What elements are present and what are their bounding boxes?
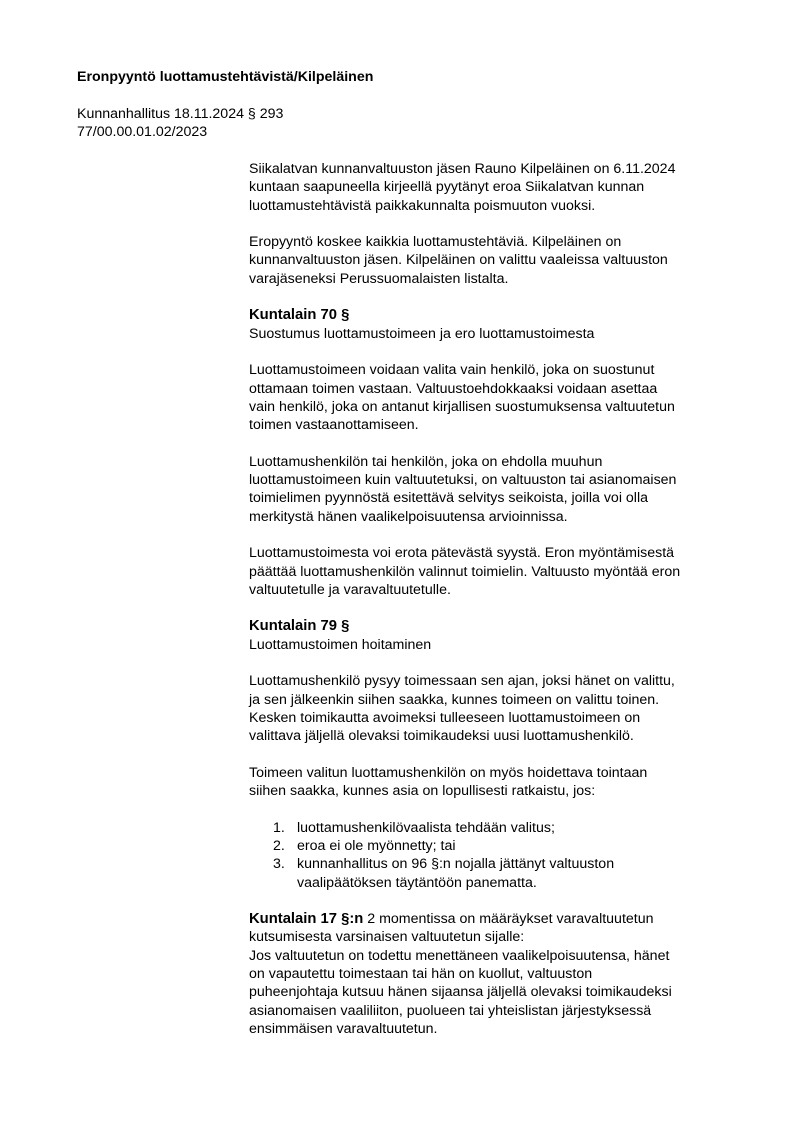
list-number: 1.: [273, 819, 285, 836]
text-line: Luottamushenkilö pysyy toimessaan sen ajan, joksi hänet on valittu,: [249, 673, 675, 690]
text-line: merkitystä hänen vaalikelpoisuutensa arvioinnissa.: [249, 508, 568, 525]
document-meta: [77, 105, 283, 141]
text-line: on vapautettu toimestaan tai hän on kuollut, valtuuston: [249, 966, 593, 983]
text-line: kunnanvaltuuston jäsen. Kilpeläinen on valittu vaaleissa valtuuston: [249, 252, 668, 269]
list-number: 3.: [273, 856, 285, 873]
text-line: kuntaan saapuneella kirjeellä pyytänyt eroa Siikalatvan kunnan: [249, 179, 645, 196]
text-line: vain henkilö, joka on antanut kirjallisen suostumuksensa valtuutetun: [249, 398, 675, 415]
conditions-list: [249, 819, 749, 892]
text-line: [249, 910, 749, 928]
section-17-paragraph: [249, 910, 749, 1038]
text-line: Siikalatvan kunnanvaltuuston jäsen Rauno Kilpeläinen on 6.11.2024: [249, 161, 676, 177]
text-line: luottamustehtävistä paikkakunnalta poismuuton vuoksi.: [249, 197, 596, 214]
document-title: Eronpyyntö luottamustehtävistä/Kilpeläinen: [77, 69, 374, 85]
text-line: päättää luottamushenkilön valinnut toimielin. Valtuusto myöntää eron: [249, 563, 681, 580]
text-line: ensimmäisen varavaltuutetun.: [249, 1020, 438, 1037]
list-number: 2.: [273, 837, 285, 854]
text-line: ja sen jälkeenkin siihen saakka, kunnes toimeen on valittu toinen.: [249, 691, 660, 708]
text-line: Eropyyntö koskee kaikkia luottamustehtäviä. Kilpeläinen on: [249, 234, 622, 251]
section-79-paragraph-1: [249, 672, 749, 745]
text-fragment: 2 momentissa on määräykset varavaltuutetun: [363, 911, 654, 928]
text-line: luottamustoimeen kuin valtuutetuksi, on valtuuston tai asianomaisen: [249, 472, 677, 489]
text-line: asianomaisen vaaliliiton, puolueen tai yhteislistan järjestyksessä: [249, 1002, 652, 1019]
section-heading: Kuntalain 70 §: [249, 307, 350, 324]
text-line: puheenjohtaja kutsuu hänen sijaansa jäljellä olevaksi toimikaudeksi: [249, 984, 672, 1001]
section-70-paragraph-3: [249, 544, 749, 599]
section-subtitle: Suostumus luottamustoimeen ja ero luottamustoimesta: [249, 325, 595, 342]
text-line: Luottamustoimesta voi erota pätevästä syystä. Eron myöntämisestä: [249, 545, 675, 562]
text-line: valittava jäljellä olevaksi toimikaudeksi uusi luottamushenkilö.: [249, 728, 634, 745]
list-item-text: vaalipäätöksen täytäntöön panematta.: [297, 874, 537, 891]
section-79-paragraph-2: [249, 764, 749, 801]
text-line: varajäseneksi Perussuomalaisten listalta.: [249, 270, 509, 287]
text-line: Toimeen valitun luottamushenkilön on myös hoidettava tointaan: [249, 764, 648, 781]
text-line: ottamaan toimen vastaan. Valtuustoehdokkaaksi voidaan asettaa: [249, 380, 658, 397]
section-heading: Kuntalain 79 §: [249, 618, 350, 635]
text-line: Kesken toimikautta avoimeksi tulleeseen luottamustoimeen on: [249, 709, 641, 726]
list-item: [249, 837, 749, 855]
section-heading-inline: Kuntalain 17 §:n: [249, 911, 364, 928]
text-line: toimielimen pyynnöstä esitettävä selvitys seikoista, joilla voi olla: [249, 490, 649, 507]
scope-paragraph: [249, 233, 749, 288]
section-70-paragraph-1: [249, 361, 749, 434]
list-item: [249, 819, 749, 837]
text-line: Luottamustoimeen voidaan valita vain henkilö, joka on suostunut: [249, 362, 655, 379]
section-79-heading-block: [249, 617, 749, 654]
text-line: Jos valtuutetun on todettu menettäneen vaalikelpoisuutensa, hänet: [249, 947, 670, 964]
text-line: siihen saakka, kunnes asia on lopullisesti ratkaistu, jos:: [249, 783, 596, 800]
section-70-heading-block: [249, 306, 749, 343]
section-70-paragraph-2: [249, 453, 749, 526]
text-line: Luottamushenkilön tai henkilön, joka on ehdolla muuhun: [249, 453, 603, 470]
list-item-text: kunnanhallitus on 96 §:n nojalla jättänyt valtuuston: [297, 856, 615, 873]
document-body: [249, 160, 749, 1057]
intro-paragraph: [249, 160, 749, 215]
list-item-text: eroa ei ole myönnetty; tai: [297, 837, 456, 854]
text-line: valtuutetulle ja varavaltuutetulle.: [249, 581, 451, 598]
text-line: kutsumisesta varsinaisen valtuutetun sijalle:: [249, 929, 525, 946]
meeting-reference: Kunnanhallitus 18.11.2024 § 293: [77, 106, 284, 122]
record-number: 77/00.00.01.02/2023: [77, 124, 208, 140]
list-item-text: luottamushenkilövaalista tehdään valitus;: [297, 819, 555, 836]
text-line: toimen vastaanottamiseen.: [249, 417, 419, 434]
section-subtitle: Luottamustoimen hoitaminen: [249, 636, 432, 653]
list-item: [249, 855, 749, 892]
